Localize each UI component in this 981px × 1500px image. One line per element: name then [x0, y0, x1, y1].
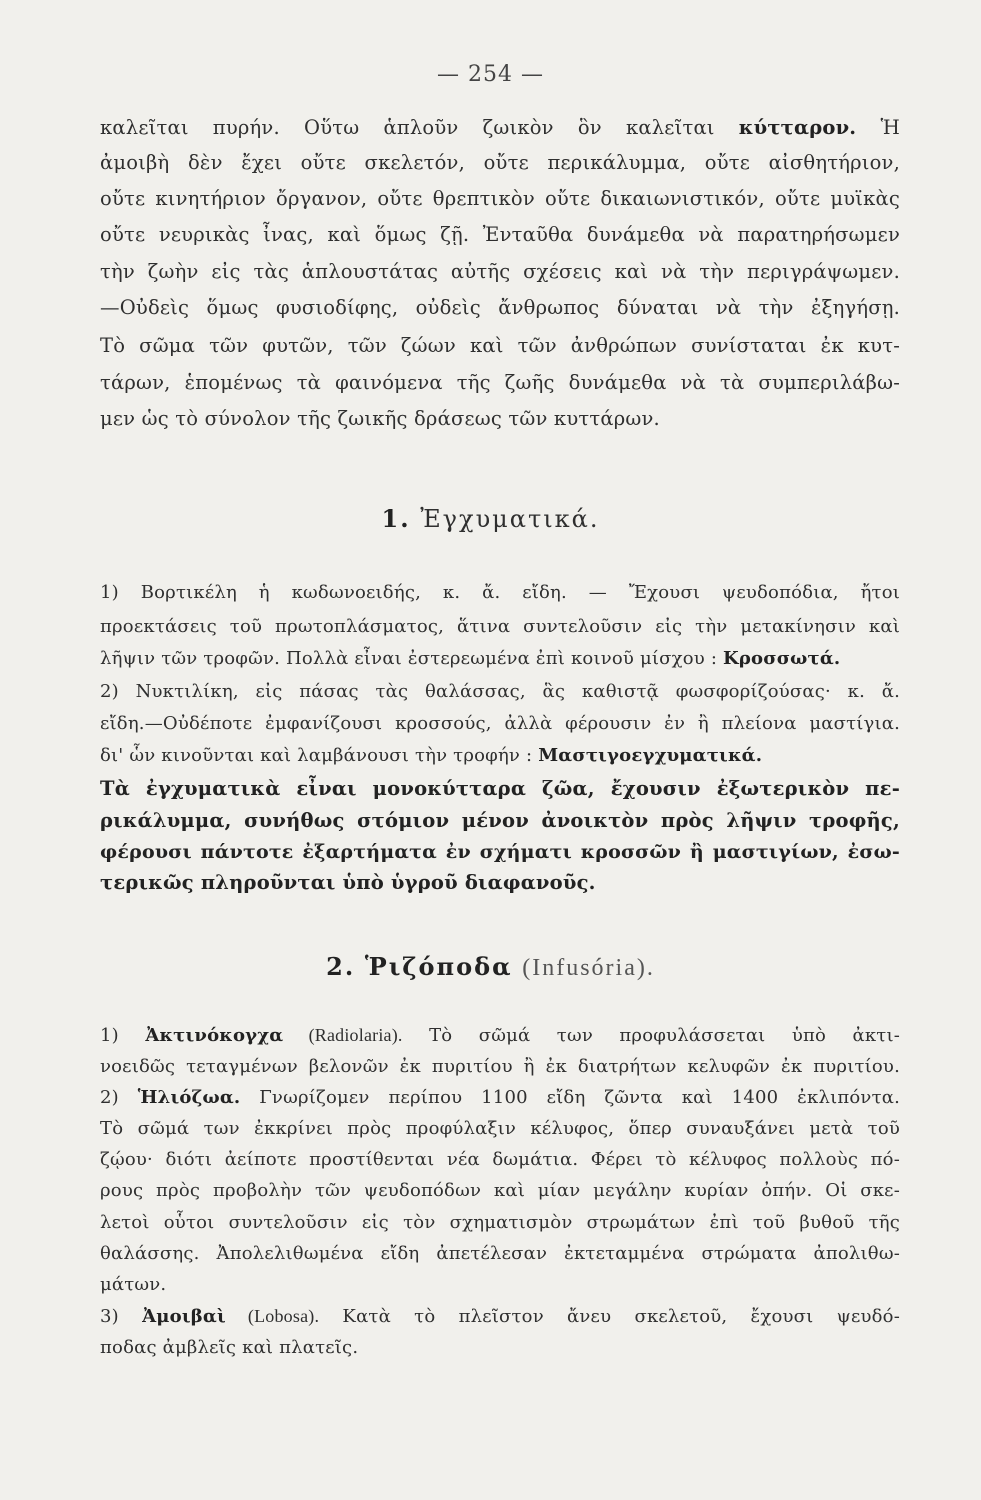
s1-p1-line-3: λῆψιν τῶν τροφῶν. Πολλὰ εἶναι ἐστερεωμένα ἐπὶ κοινοῦ μίσχου : Κροσσωτά. [100, 648, 841, 669]
s2-p2-line-2: Τὸ σῶμά των ἐκκρίνει πρὸς προφύλαξιν κέλυφος, ὅπερ συναυξάνει μετὰ τοῦ [100, 1118, 900, 1139]
s1-summary-line-2: ρικάλυμμα, συνήθως στόμιον μένον ἀνοικτὸν πρὸς λῆψιν τροφῆς, [100, 809, 900, 832]
intro-line-7: Τὸ σῶμα τῶν φυτῶν, τῶν ζώων καὶ τῶν ἀνθρώπων συνίσταται ἐκ κυτ- [100, 334, 900, 357]
section-2-heading: 2. Ῥιζόποδα (Infusória). [326, 952, 655, 981]
intro-line-1: καλεῖται πυρήν. Οὕτω ἁπλοῦν ζωικὸν ὃν καλεῖται κύτταρον. Ἡ [100, 116, 900, 139]
s1-summary-line-1: Τὰ ἐγχυματικὰ εἶναι μονοκύτταρα ζῶα, ἔχουσιν ἐξωτερικὸν πε- [100, 777, 900, 800]
s1-p2-line-3: δι' ὧν κινοῦνται καὶ λαμβάνουσι τὴν τροφήν : Μαστιγοεγχυματικά. [100, 745, 763, 766]
intro-line-8: τάρων, ἑπομένως τὰ φαινόμενα τῆς ζωῆς δυνάμεθα νὰ τὰ συμπεριλάβω- [100, 371, 900, 394]
intro-line-3: οὔτε κινητήριον ὄργανον, οὔτε θρεπτικὸν οὔτε δικαιωνιστικόν, οὔτε μυϊκὰς [100, 187, 900, 210]
s1-p2-line-2: εἴδη.—Οὐδέποτε ἐμφανίζουσι κροσσούς, ἀλλὰ φέρουσιν ἐν ἢ πλείονα μαστίγια. [100, 713, 900, 734]
s2-p2-line-1: 2) Ἡλιόζωα. Γνωρίζομεν περίπου 1100 εἴδη ζῶντα καὶ 1400 ἐκλιπόντα. [100, 1087, 900, 1108]
intro-line-5: τὴν ζωὴν εἰς τὰς ἁπλουστάτας αὐτῆς σχέσεις καὶ νὰ τὴν περιγράψωμεν. [100, 260, 900, 283]
s2-p3-line-2: ποδας ἀμβλεῖς καὶ πλατεῖς. [100, 1337, 359, 1358]
page-number: — 254 — [437, 62, 544, 87]
s2-p1-line-2: νοειδῶς τεταγμένων βελονῶν ἐκ πυριτίου ἢ ἐκ διατρήτων κελυφῶν ἐκ πυριτίου. [100, 1056, 900, 1077]
intro-line-9: μεν ὡς τὸ σύνολον τῆς ζωικῆς δράσεως τῶν κυττάρων. [100, 407, 660, 430]
s1-p2-line-1: 2) Νυκτιλίκη, εἰς πάσας τὰς θαλάσσας, ἃς καθιστᾷ φωσφορίζούσας· κ. ἄ. [100, 681, 900, 702]
intro-line-2: ἀμοιβὴ δὲν ἔχει οὔτε σκελετόν, οὔτε περικάλυμμα, οὔτε αἰσθητήριον, [100, 151, 900, 174]
s2-p2-line-5: λετοὶ οὗτοι συντελοῦσιν εἰς τὸν σχηματισμὸν στρωμάτων ἐπὶ τοῦ βυθοῦ τῆς [100, 1212, 900, 1233]
intro-line-4: οὔτε νευρικὰς ἶνας, καὶ ὅμως ζῇ. Ἐνταῦθα δυνάμεθα νὰ παρατηρήσωμεν [100, 223, 900, 246]
s1-p1-line-1: 1) Βορτικέλη ἡ κωδωνοειδής, κ. ἄ. εἴδη. — Ἔχουσι ψευδοπόδια, ἤτοι [100, 582, 901, 603]
s2-p2-line-3: ζῴου· διότι ἀείποτε προστίθενται νέα δωμάτια. Φέρει τὸ κέλυφος πολλοὺς πό- [100, 1149, 900, 1170]
s2-p2-line-4: ρους πρὸς προβολὴν τῶν ψευδοπόδων καὶ μίαν μεγάλην κυρίαν ὀπήν. Οἱ σκε- [100, 1180, 900, 1201]
section-1-heading: 1. Ἐγχυματικά. [381, 504, 600, 533]
s1-summary-line-4: τερικῶς πληροῦνται ὑπὸ ὑγροῦ διαφανοῦς. [100, 871, 596, 894]
s2-p1-line-1: 1) Ἀκτινόκογχα (Radiolaria). Τὸ σῶμά των προφυλάσσεται ὑπὸ ἀκτι- [100, 1025, 901, 1046]
s2-p2-line-6: θαλάσσης. Ἀπολελιθωμένα εἴδη ἀπετέλεσαν ἐκτεταμμένα στρώματα ἀπολιθω- [100, 1243, 900, 1264]
intro-line-6: —Οὐδεὶς ὅμως φυσιοδίφης, οὐδεὶς ἄνθρωπος δύναται νὰ τὴν ἐξηγήσῃ. [100, 296, 900, 319]
s2-p2-line-7: μάτων. [100, 1274, 167, 1295]
term-kyttaron: κύτταρον. [738, 116, 857, 139]
s1-summary-line-3: φέρουσι πάντοτε ἐξαρτήματα ἐν σχήματι κροσσῶν ἢ μαστιγίων, ἐσω- [100, 841, 900, 863]
s1-p1-line-2: προεκτάσεις τοῦ πρωτοπλάσματος, ἅτινα συντελοῦσιν εἰς τὴν μετακίνησιν καὶ [100, 616, 900, 637]
s2-p3-line-1: 3) Ἀμοιβαὶ (Lobosa). Κατὰ τὸ πλεῖστον ἄνευ σκελετοῦ, ἔχουσι ψευδό- [100, 1306, 900, 1327]
